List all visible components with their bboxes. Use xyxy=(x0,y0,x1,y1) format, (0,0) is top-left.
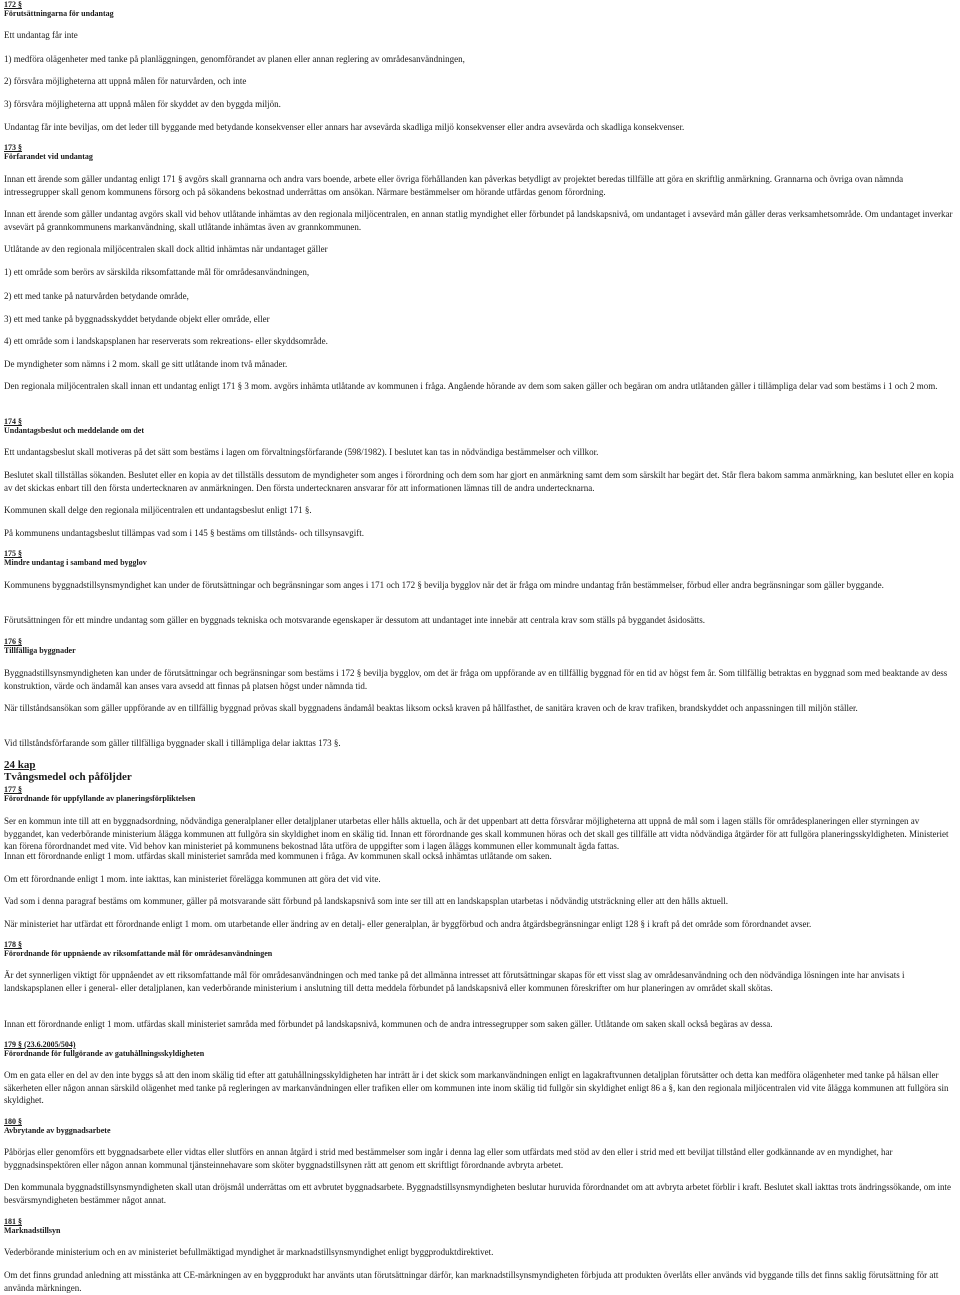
section-number: 176 § xyxy=(4,637,22,646)
section-number: 178 § xyxy=(4,940,22,949)
paragraph: Vid tillståndsförfarande som gäller tillfälliga byggnader skall i tillämpliga delar iakttas 173 §. xyxy=(4,738,341,748)
paragraph: Om ett förordnande enligt 1 mom. inte iakttas, kan ministeriet förelägga kommunen att göra det vid vite. xyxy=(4,874,381,884)
paragraph: Vederbörande ministerium och en av ministeriet befullmäktigad myndighet är marknadstillsynsmyndighet enligt byggproduktdirektivet. xyxy=(4,1247,494,1257)
paragraph: 1) ett område som berörs av särskilda riksomfattande mål för områdesanvändningen, xyxy=(4,267,310,277)
paragraph: Om en gata eller en del av den inte byggs så att den inom skälig tid efter att gatuhållningsskyldigheten har inträtt är i det skick som markanvändningen enligt en lagakraftvunnen detaljplan förutsätter och detta kan medföra olägenheter med tanke på hälsan eller säkerheten eller någon annan särskild olägenhet med tanke på regleringen av markanvändningen eller trafiken eller om kommunen inte inom skälig tid fullgör sin skyldighet enligt 86 a §, kan den regionala miljöcentralen vid vite ålägga kommunen att fullgöra sin skyldighet. xyxy=(4,1070,949,1105)
section-title: Mindre undantag i samband med bygglov xyxy=(4,558,147,567)
paragraph: Ser en kommun inte till att en byggnadsordning, nödvändiga generalplaner eller detaljplaner utarbetas eller hålls aktuella, och är det uppenbart att detta försvårar möjligheterna att uppnå de mål som i lagen ställs för områdesplaneringen eller styrningen av byggandet, kan vederbörande ministerium ålägga kommunen att fullgöra sin skyldighet inom en skälig tid. Innan ett förordnande ges skall kommunen höras och det skall ges tillfälle att vidta nödvändiga åtgärder för att fullgöra planeringsskyldigheten. Ministeriet kan förena förordnandet med vite. Vid behov kan ministeriet på kommunens bekostnad låta utföra de uppgifter som i lagen åläggs kommunen eller kommunalt ägda fattas. xyxy=(4,816,949,851)
paragraph: Ett undantag får inte xyxy=(4,30,78,40)
paragraph: Den regionala miljöcentralen skall innan ett undantag enligt 171 § 3 mom. avgörs inhämta utlåtande av kommunen i fråga. Angående hörande av dem som saken gäller och begäran om andra utlåtanden gäller i tillämpliga delar vad som bestäms i 1 och 2 mom. xyxy=(4,381,938,391)
section-title: Tillfälliga byggnader xyxy=(4,646,76,655)
section-title: Marknadstillsyn xyxy=(4,1226,61,1235)
section-number: 181 § xyxy=(4,1217,22,1226)
section-179 xyxy=(4,1040,956,1058)
paragraph: Innan ett förordnande enligt 1 mom. utfärdas skall ministeriet samråda med kommunen i fråga. Av kommunen skall också inhämtas utlåtande om saken. xyxy=(4,851,552,861)
paragraph: Innan ett förordnande enligt 1 mom. utfärdas skall ministeriet samråda med förbundet på landskapsnivå, kommunen och de andra intressegrupper som saken gäller. Utlåtande om saken skall också begäras av dessa. xyxy=(4,1019,773,1029)
paragraph: Byggnadstillsynsmyndigheten kan under de förutsättningar och begränsningar som bestäms i 172 § bevilja bygglov, om det är fråga om uppförande av en tillfällig byggnad för en tid av högst fem år. Som tillfällig betraktas en byggnad som med beaktande av dess konstruktion, värde och ändamål kan anses vara avsedd att finnas på platsen högst under nämnda tid. xyxy=(4,668,948,691)
section-title: Avbrytande av byggnadsarbete xyxy=(4,1126,111,1135)
paragraph: 2) ett med tanke på naturvården betydande område, xyxy=(4,291,189,301)
paragraph: Påbörjas eller genomförs ett byggnadsarbete eller vidtas eller slutförs en annan åtgärd i strid med bestämmelser som ingår i denna lag eller som utfärdats med stöd av den eller i strid med ett beviljat tillstånd eller godkännande av en myndighet, har byggnadsinspektören eller någon annan kommunal tjänsteinnehavare som sköter byggnadstillsynen rätt att genom ett skriftligt förordnande avbryta arbetet. xyxy=(4,1147,893,1170)
paragraph: Ett undantagsbeslut skall motiveras på det sätt som bestäms i lagen om förvaltningsförfarande (598/1982). I beslutet kan tas in nödvändiga bestämmelser och villkor. xyxy=(4,447,599,457)
paragraph: Förutsättningen för ett mindre undantag som gäller en byggnads tekniska och motsvarande egenskaper är dessutom att undantaget inte innebär att centrala krav som ställs på byggandet åsidosätts. xyxy=(4,615,706,625)
paragraph: Innan ett ärende som gäller undantag enligt 171 § avgörs skall grannarna och andra vars boende, arbete eller övriga förhållanden kan påverkas betydligt av projektet beredas tillfälle att göra en skriftlig anmärkning. Grannarna och övriga ovan nämnda intressegrupper skall genom kommunens försorg och på sökandens bekostnad underrättas om ansökan. Närmare bestämmelser om hörande utfärdas genom förordning. xyxy=(4,174,904,197)
section-number: 179 § (23.6.2005/504) xyxy=(4,1040,76,1049)
section-number: 177 § xyxy=(4,785,22,794)
paragraph: Om det finns grundad anledning att misstänka att CE-märkningen av en byggprodukt har använts utan förutsättningar därför, kan marknadstillsynsmyndigheten förbjuda att produkten överlåts eller används vid byggande tills det finns saklig förutsättning för att använda märkningen. xyxy=(4,1270,939,1293)
paragraph: När tillståndsansökan som gäller uppförande av en tillfällig byggnad prövas skall byggnadens ändamål beaktas liksom också kraven på hållfasthet, de sanitära kraven och de krav trafiken, brandskyddet och anpassningen till miljön ställer. xyxy=(4,703,858,713)
section-title: Förordnande för uppnående av riksomfattande mål för områdesanvändningen xyxy=(4,949,273,958)
chapter-number: 24 kap xyxy=(4,759,36,771)
paragraph: På kommunens undantagsbeslut tillämpas vad som i 145 § bestäms om tillstånds- och tillsynsavgift. xyxy=(4,528,364,538)
paragraph: Kommunen skall delge den regionala miljöcentralen ett undantagsbeslut enligt 171 §. xyxy=(4,505,312,515)
section-title: Förfarandet vid undantag xyxy=(4,152,93,161)
section-title: Förordnande för uppfyllande av planeringsförpliktelsen xyxy=(4,794,196,803)
section-number: 175 § xyxy=(4,549,22,558)
chapter-24 xyxy=(4,760,956,783)
section-title: Undantagsbeslut och meddelande om det xyxy=(4,426,145,435)
paragraph: Kommunens byggnadstillsynsmyndighet kan under de förutsättningar och begränsningar som anges i 171 och 172 § bevilja bygglov när det är fråga om mindre undantag från bestämmelser, förbud eller andra begränsningar som gäller byggande. xyxy=(4,580,884,590)
paragraph: Utlåtande av den regionala miljöcentralen skall dock alltid inhämtas när undantaget gäller xyxy=(4,244,328,254)
section-180 xyxy=(4,1117,956,1135)
section-181 xyxy=(4,1217,956,1235)
paragraph: Innan ett ärende som gäller undantag avgörs skall vid behov utlåtande inhämtas av den regionala miljöcentralen, en annan statlig myndighet eller förbundet på landskapsnivå, om undantaget i avsevärd mån gäller deras verksamhetsområde. Om undantaget inverkar avsevärt på grannkommunens markanvändning, skall utlåtande inhämtas även av grannkommunen. xyxy=(4,209,953,232)
section-title: Förordnande för fullgörande av gatuhållningsskyldigheten xyxy=(4,1049,205,1058)
paragraph: De myndigheter som nämns i 2 mom. skall ge sitt utlåtande inom två månader. xyxy=(4,359,288,369)
section-number: 174 § xyxy=(4,417,22,426)
paragraph: 3) försvåra möjligheterna att uppnå målen för skyddet av den byggda miljön. xyxy=(4,99,281,109)
section-172 xyxy=(4,0,956,18)
paragraph: Vad som i denna paragraf bestäms om kommuner, gäller på motsvarande sätt förbund på landskapsnivå som inte ser till att en landskapsplan utarbetas i nödvändig utsträckning eller att den hålls aktuell. xyxy=(4,896,728,906)
section-175 xyxy=(4,549,956,567)
paragraph: Beslutet skall tillställas sökanden. Beslutet eller en kopia av det tillställs dessutom de myndigheter som anges i förordning och dem som har gjort en anmärkning samt dem som särskilt har begärt det. Står flera bakom samma anmärkning, kan beslutet eller en kopia av det skickas enbart till den första undertecknaren av anmärkningen. Den första undertecknaren ansvarar för att informationen lämnas till de andra undertecknarna. xyxy=(4,470,954,493)
section-title: Förutsättningarna för undantag xyxy=(4,9,114,18)
paragraph: 3) ett med tanke på byggnadsskyddet betydande objekt eller område, eller xyxy=(4,314,270,324)
section-177 xyxy=(4,785,956,803)
paragraph: Den kommunala byggnadstillsynsmyndigheten skall utan dröjsmål underrättas om ett avbrutet byggnadsarbete. Byggnadstillsynsmyndigheten beslutar huruvida förordnandet om att avbryta arbetet förblir i kraft. Beslutet skall iakttas trots ändringssökande, om inte besvärsmyndigheten bestämmer något annat. xyxy=(4,1182,952,1205)
section-174 xyxy=(4,417,956,435)
section-number: 172 § xyxy=(4,0,22,9)
section-173 xyxy=(4,143,956,161)
section-number: 180 § xyxy=(4,1117,22,1126)
paragraph: 4) ett område som i landskapsplanen har reserverats som rekreations- eller skyddsområde. xyxy=(4,336,328,346)
chapter-title: Tvångsmedel och påföljder xyxy=(4,771,132,783)
section-178 xyxy=(4,940,956,958)
paragraph: När ministeriet har utfärdat ett förordnande enligt 1 mom. om utarbetande eller ändring av en detalj- eller generalplan, är byggförbud och andra åtgärdsbegränsningar enligt 128 § i kraft på det område som förordnandet avser. xyxy=(4,919,812,929)
section-176 xyxy=(4,637,956,655)
paragraph: Undantag får inte beviljas, om det leder till byggande med betydande konsekvenser eller annars har avsevärda skadliga miljö konsekvenser eller andra avsevärda och skadliga konsekvenser. xyxy=(4,122,685,132)
paragraph: Är det synnerligen viktigt för uppnåendet av ett riksomfattande mål för områdesanvändningen och med tanke på det allmänna intresset att förutsättningar skapas för ett visst slag av områdesanvändning och den nödvändiga lösningen inte har anvisats i landskapsplanen eller i general- eller detaljplanen, kan vederbörande ministerium i anslutning till detta meddela förbundet på landskapsnivå eller kommunen föreskrifter om hur planeringen av området skall skötas. xyxy=(4,970,905,993)
paragraph: 2) försvåra möjligheterna att uppnå målen för naturvården, och inte xyxy=(4,76,247,86)
section-number: 173 § xyxy=(4,143,22,152)
paragraph: 1) medföra olägenheter med tanke på planläggningen, genomförandet av planen eller annan reglering av områdesanvändningen, xyxy=(4,54,465,64)
